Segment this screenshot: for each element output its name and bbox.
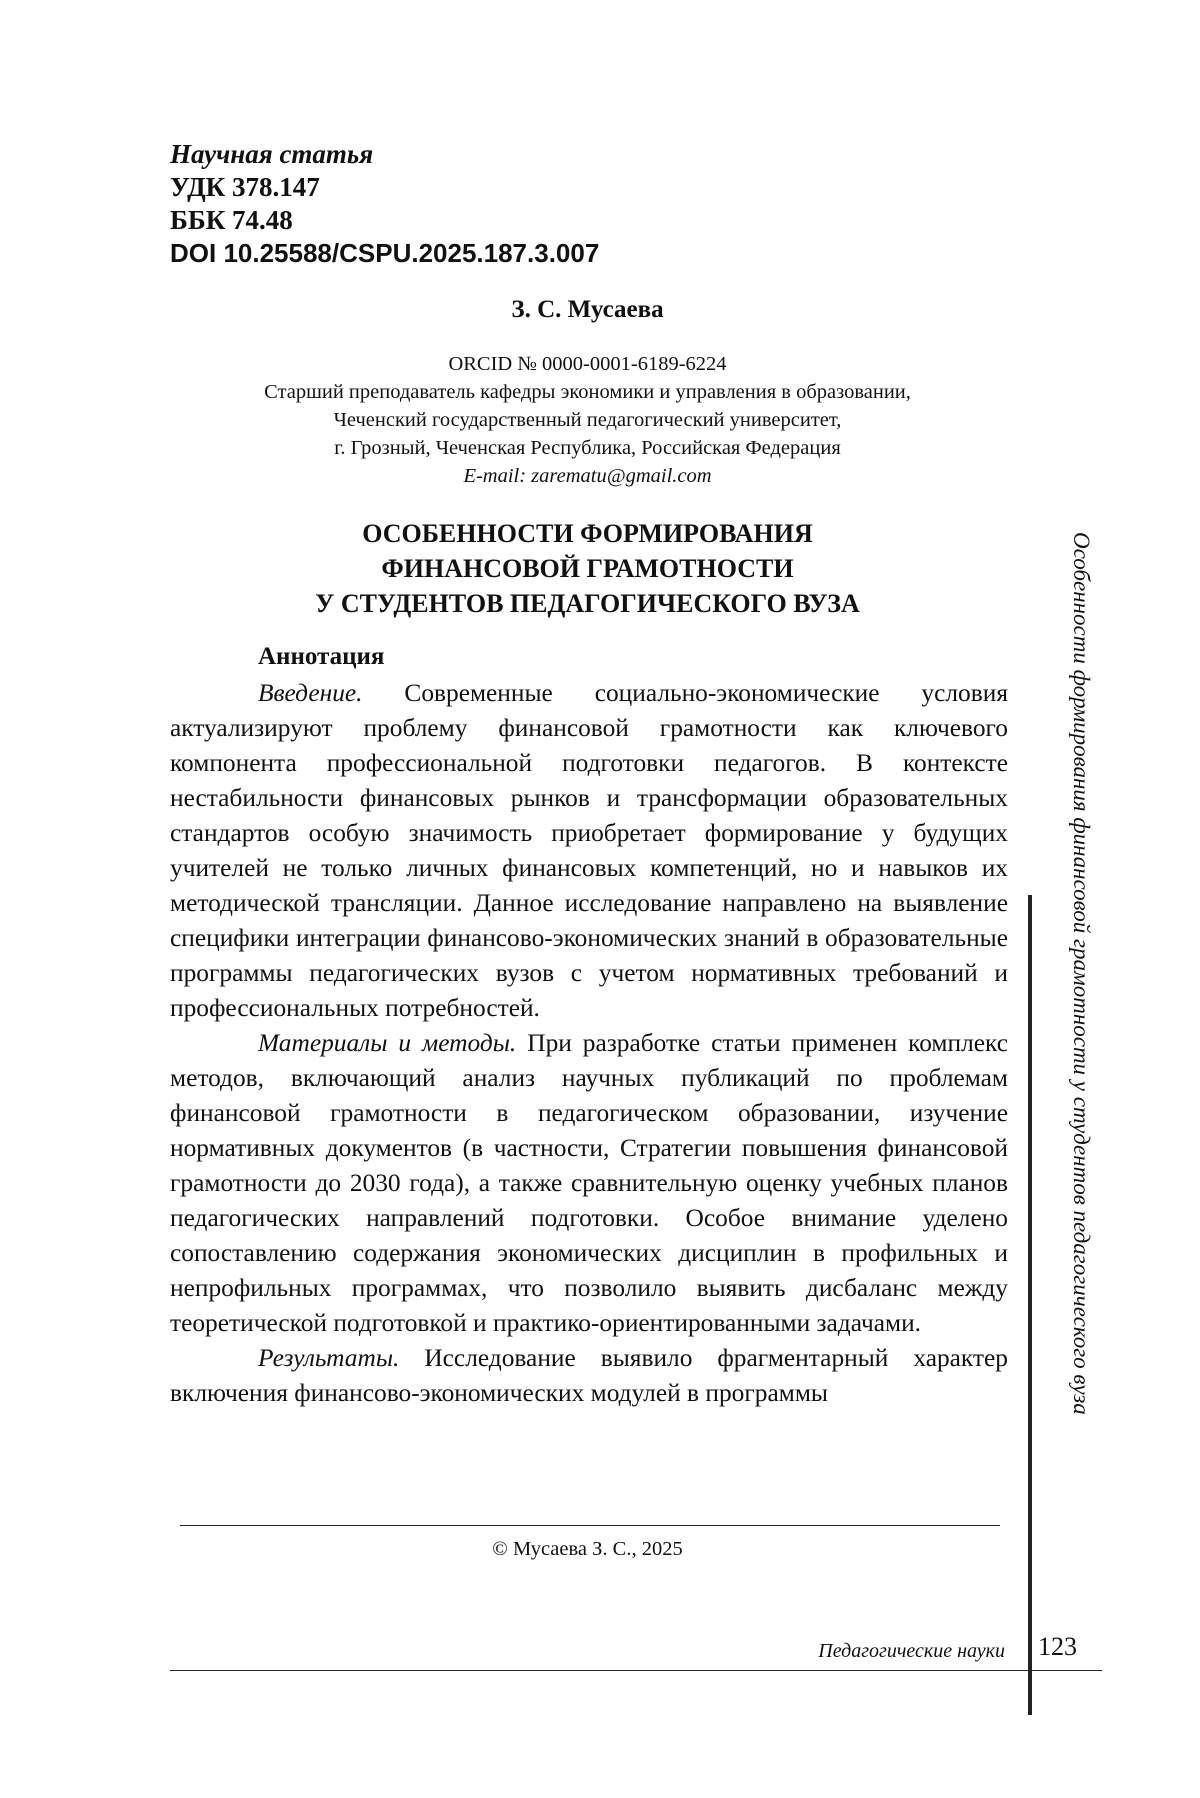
results-text: Исследование выявило фрагментарный ха­рактер включения финансово-экономических модулей в программы xyxy=(170,1344,1008,1407)
article-title xyxy=(170,516,1005,621)
orcid: ORCID № 0000-0001-6189-6224 xyxy=(170,350,1005,378)
introduction-lead: Введение. xyxy=(258,679,363,707)
page-number: 123 xyxy=(1038,1632,1077,1662)
journal-section: Педагогические науки xyxy=(700,1640,1005,1663)
author-location: г. Грозный, Чеченская Республика, Российская Федерация xyxy=(170,434,1005,462)
running-title-text: Особенности формирования финансовой грамотности у студентов педагогического вуза xyxy=(1068,532,1094,1415)
methods-text: При разработке статьи применен комплекс методов, включающий анализ научных публикаций по проблемам финансовой грамотности в педагогическом образова­нии, изучение нормативных документов (в частности, Стратегии повышения финансовой грамотности до 2030 года), а также срав­нительную оценку учебных планов педагогических направлений подготовки. Особое внимание уделено сопоставлению содержа­ния экономических дисциплин в профильных и непрофильных программах, что позволило выявить дисбаланс между теоретиче­ской подготовкой и практико-ориентированными задачами. xyxy=(170,1029,1008,1337)
results-lead: Результаты. xyxy=(258,1344,399,1372)
copyright: © Мусаева З. С., 2025 xyxy=(170,1538,1005,1561)
footnote-divider xyxy=(180,1525,1000,1526)
udc-code: УДК 378.147 xyxy=(170,171,870,204)
abstract-introduction xyxy=(170,676,1008,1026)
title-line: У СТУДЕНТОВ ПЕДАГОГИЧЕСКОГО ВУЗА xyxy=(170,586,1005,621)
title-line: ОСОБЕННОСТИ ФОРМИРОВАНИЯ xyxy=(170,516,1005,551)
doi: DOI 10.25588/CSPU.2025.187.3.007 xyxy=(170,237,870,270)
author-position: Старший преподаватель кафедры экономики и управления в образовании, xyxy=(170,378,1005,406)
footer-divider xyxy=(170,1670,1102,1671)
author-affiliation xyxy=(170,350,1005,490)
side-vertical-bar xyxy=(1028,895,1032,1715)
introduction-text: Современные социально-экономические усло­вия актуализируют проблему финансовой грамотности как клю­чевого компонента профессиональной подготовки педагогов. В контексте нестабильности финансовых рынков и трансформации образовательных стандартов особую значимость приобретает формирование у будущих учителей не только личных финансо­вых компетенций, но и навыков их методической трансляции. Данное исследование направлено на выявление специфики инте­грации финансово-экономических знаний в образовательные программы педагогических вузов с учетом нормативных требо­ваний и профессиональных потребностей. xyxy=(170,679,1008,1022)
abstract-results xyxy=(170,1341,1008,1411)
abstract-methods xyxy=(170,1026,1008,1341)
methods-lead: Материалы и методы. xyxy=(258,1029,516,1057)
article-type: Научная статья xyxy=(170,138,870,171)
abstract xyxy=(170,640,1008,1411)
bbk-code: ББК 74.48 xyxy=(170,204,870,237)
abstract-heading: Аннотация xyxy=(170,640,1008,674)
author-university: Чеченский государственный педагогический университет, xyxy=(170,406,1005,434)
author-name: З. С. Мусаева xyxy=(170,296,1005,324)
article-header xyxy=(170,138,870,270)
title-line: ФИНАНСОВОЙ ГРАМОТНОСТИ xyxy=(170,551,1005,586)
author-email: E-mail: zarematu@gmail.com xyxy=(170,462,1005,490)
